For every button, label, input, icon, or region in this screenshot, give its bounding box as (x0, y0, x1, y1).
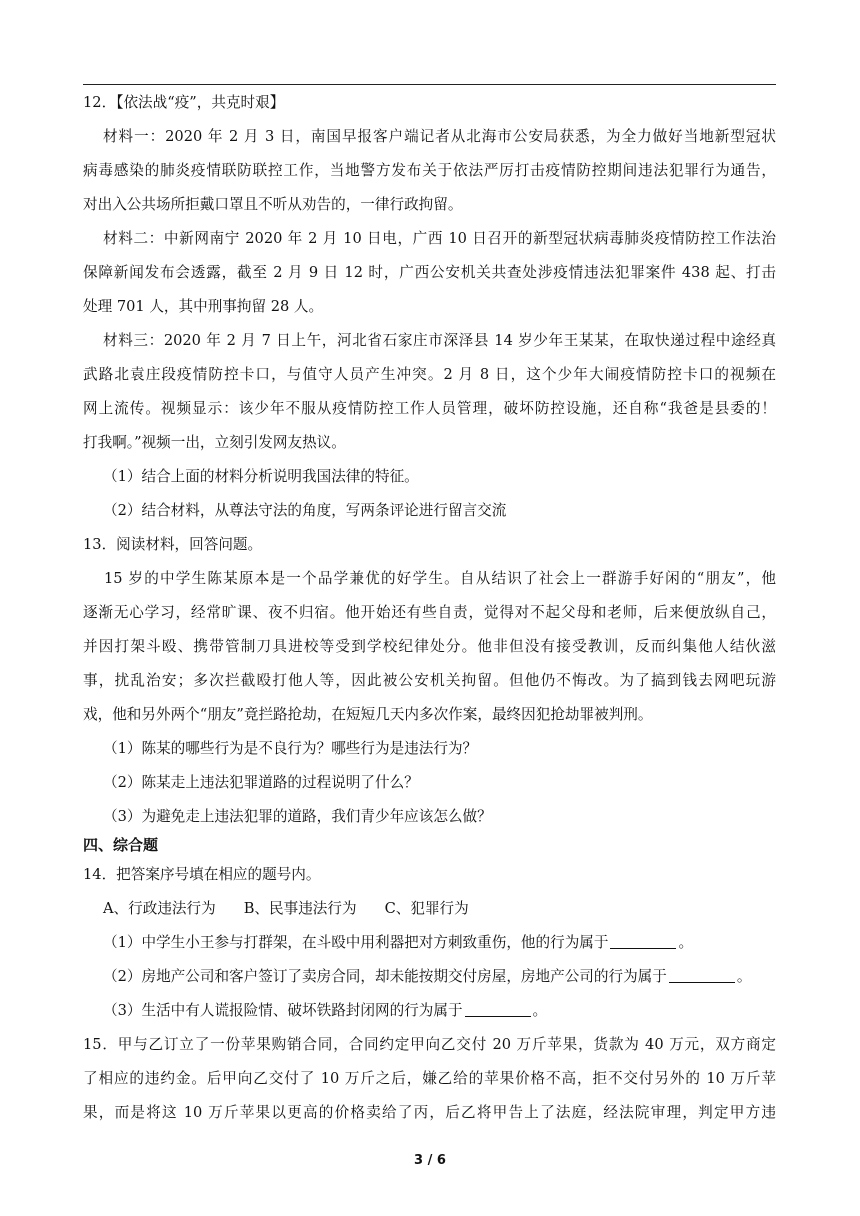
q15-passage (83, 1034, 776, 1123)
answer-blank[interactable] (610, 933, 676, 949)
q12-m1-line: 对出入公共场所拒戴口罩且不听从劝告的，一律行政拘留。 (83, 196, 463, 213)
q12-m3-line: 材料三：2020 年 2 月 7 日上午，河北省石家庄市深泽县 14 岁少年王某某，在取快递过程中途经真 (103, 332, 776, 349)
header-rule (83, 84, 776, 85)
q12-m1-line: 病毒感染的肺炎疫情联防联控工作，当地警方发布关于依法严厉打击疫情防控期间违法犯罪行为通告， (83, 162, 776, 179)
q12-m3-line: 网上流传。视频显示：该少年不服从疫情防控工作人员管理，破坏防控设施，还自称“我爸是县委的！ (83, 400, 776, 417)
q14-title: 14．把答案序号填在相应的题号内。 (83, 866, 321, 883)
answer-blank[interactable] (465, 1001, 531, 1017)
answer-blank[interactable] (669, 967, 735, 983)
q13-passage-line: 并因打架斗殴、携带管制刀具进校等受到学校纪律处分。他非但没有接受教训，反而纠集他人结伙滋 (83, 638, 776, 655)
q13-passage-line: 事，扰乱治安；多次拦截殴打他人等，因此被公安机关拘留。但他仍不悔改。为了搞到钱去网吧玩游 (83, 672, 776, 689)
page-number: 3 / 6 (414, 1153, 446, 1168)
q14-item-2-text: （2）房地产公司和客户签订了卖房合同，却未能按期交付房屋，房地产公司的行为属于 (103, 968, 667, 985)
q14-item-1-text: （1）中学生小王参与打群架，在斗殴中用利器把对方刺致重伤，他的行为属于 (103, 934, 609, 951)
q15-line: 果，而是将这 10 万斤苹果以更高的价格卖给了丙，后乙将甲告上了法庭，经法院审理，判定甲方违 (83, 1104, 776, 1121)
q13-title: 13．阅读材料，回答问题。 (83, 536, 263, 553)
q12-m2-line: 材料二：中新网南宁 2020 年 2 月 10 日电，广西 10 日召开的新型冠状病毒肺炎疫情防控工作法治 (103, 230, 776, 247)
q12-material-3 (83, 330, 776, 453)
q14-item-3-text: （3）生活中有人谎报险情、破坏铁路封闭网的行为属于 (103, 1002, 463, 1019)
q13-subquestion-1: （1）陈某的哪些行为是不良行为？哪些行为是违法行为？ (103, 740, 478, 757)
q14-options (83, 898, 776, 919)
section-heading: 四、综合题 (83, 836, 159, 854)
q14-item-2-end: 。 (736, 968, 752, 985)
q13-passage-line: 15 岁的中学生陈某原本是一个品学兼优的好学生。自从结识了社会上一群游手好闲的“朋友”，他 (104, 570, 776, 587)
q15-line: 15．甲与乙订立了一份苹果购销合同，合同约定甲向乙交付 20 万斤苹果，货款为 40 万元，双方商定 (83, 1036, 776, 1053)
q14-item-3 (83, 1000, 776, 1021)
q13-passage-line: 戏，他和另外两个“朋友”竟拦路抢劫，在短短几天内多次作案，最终因犯抢劫罪被判刑。 (83, 706, 653, 723)
page-content (83, 92, 776, 1123)
q12-material-2 (83, 228, 776, 317)
q14-item-2 (83, 966, 776, 987)
q12-m2-line: 处理 701 人，其中刑事拘留 28 人。 (83, 298, 324, 315)
q12-subquestion-2: （2）结合材料，从尊法守法的角度，写两条评论进行留言交流 (103, 502, 507, 519)
q12-material-1 (83, 126, 776, 215)
q13-subquestion-3: （3）为避免走上违法犯罪的道路，我们青少年应该怎么做？ (103, 808, 492, 825)
q14-item-1-end: 。 (678, 934, 694, 951)
q14-item-3-end: 。 (532, 1002, 548, 1019)
q12-title: 12．【依法战“疫”，共克时艰】 (83, 94, 285, 111)
q14-item-1 (83, 932, 776, 953)
q12-m1-line: 材料一：2020 年 2 月 3 日，南国早报客户端记者从北海市公安局获悉，为全力做好当地新型冠状 (103, 128, 776, 145)
q13-passage-line: 逐渐无心学习，经常旷课、夜不归宿。他开始还有些自责，觉得对不起父母和老师，后来便放纵自己， (83, 604, 776, 621)
q12-m2-line: 保障新闻发布会透露，截至 2 月 9 日 12 时，广西公安机关共查处涉疫情违法犯罪案件 438 起、打击 (83, 264, 776, 281)
q13-passage (83, 568, 776, 725)
q14-option-c: C、犯罪行为 (384, 900, 469, 917)
q12-subquestion-1: （1）结合上面的材料分析说明我国法律的特征。 (103, 468, 419, 485)
q12-m3-line: 武路北袁庄段疫情防控卡口，与值守人员产生冲突。2 月 8 日，这个少年大闹疫情防控卡口的视频在 (83, 366, 776, 383)
q14-option-a: A、行政违法行为 (103, 900, 216, 917)
q15-line: 了相应的违约金。后甲向乙交付了 10 万斤之后，嫌乙给的苹果价格不高，拒不交付另外的 10 万斤苹 (83, 1070, 776, 1087)
q12-m3-line: 打我啊。”视频一出，立刻引发网友热议。 (83, 434, 346, 451)
q13-subquestion-2: （2）陈某走上违法犯罪道路的过程说明了什么？ (103, 774, 419, 791)
q14-option-b: B、民事违法行为 (243, 900, 357, 917)
